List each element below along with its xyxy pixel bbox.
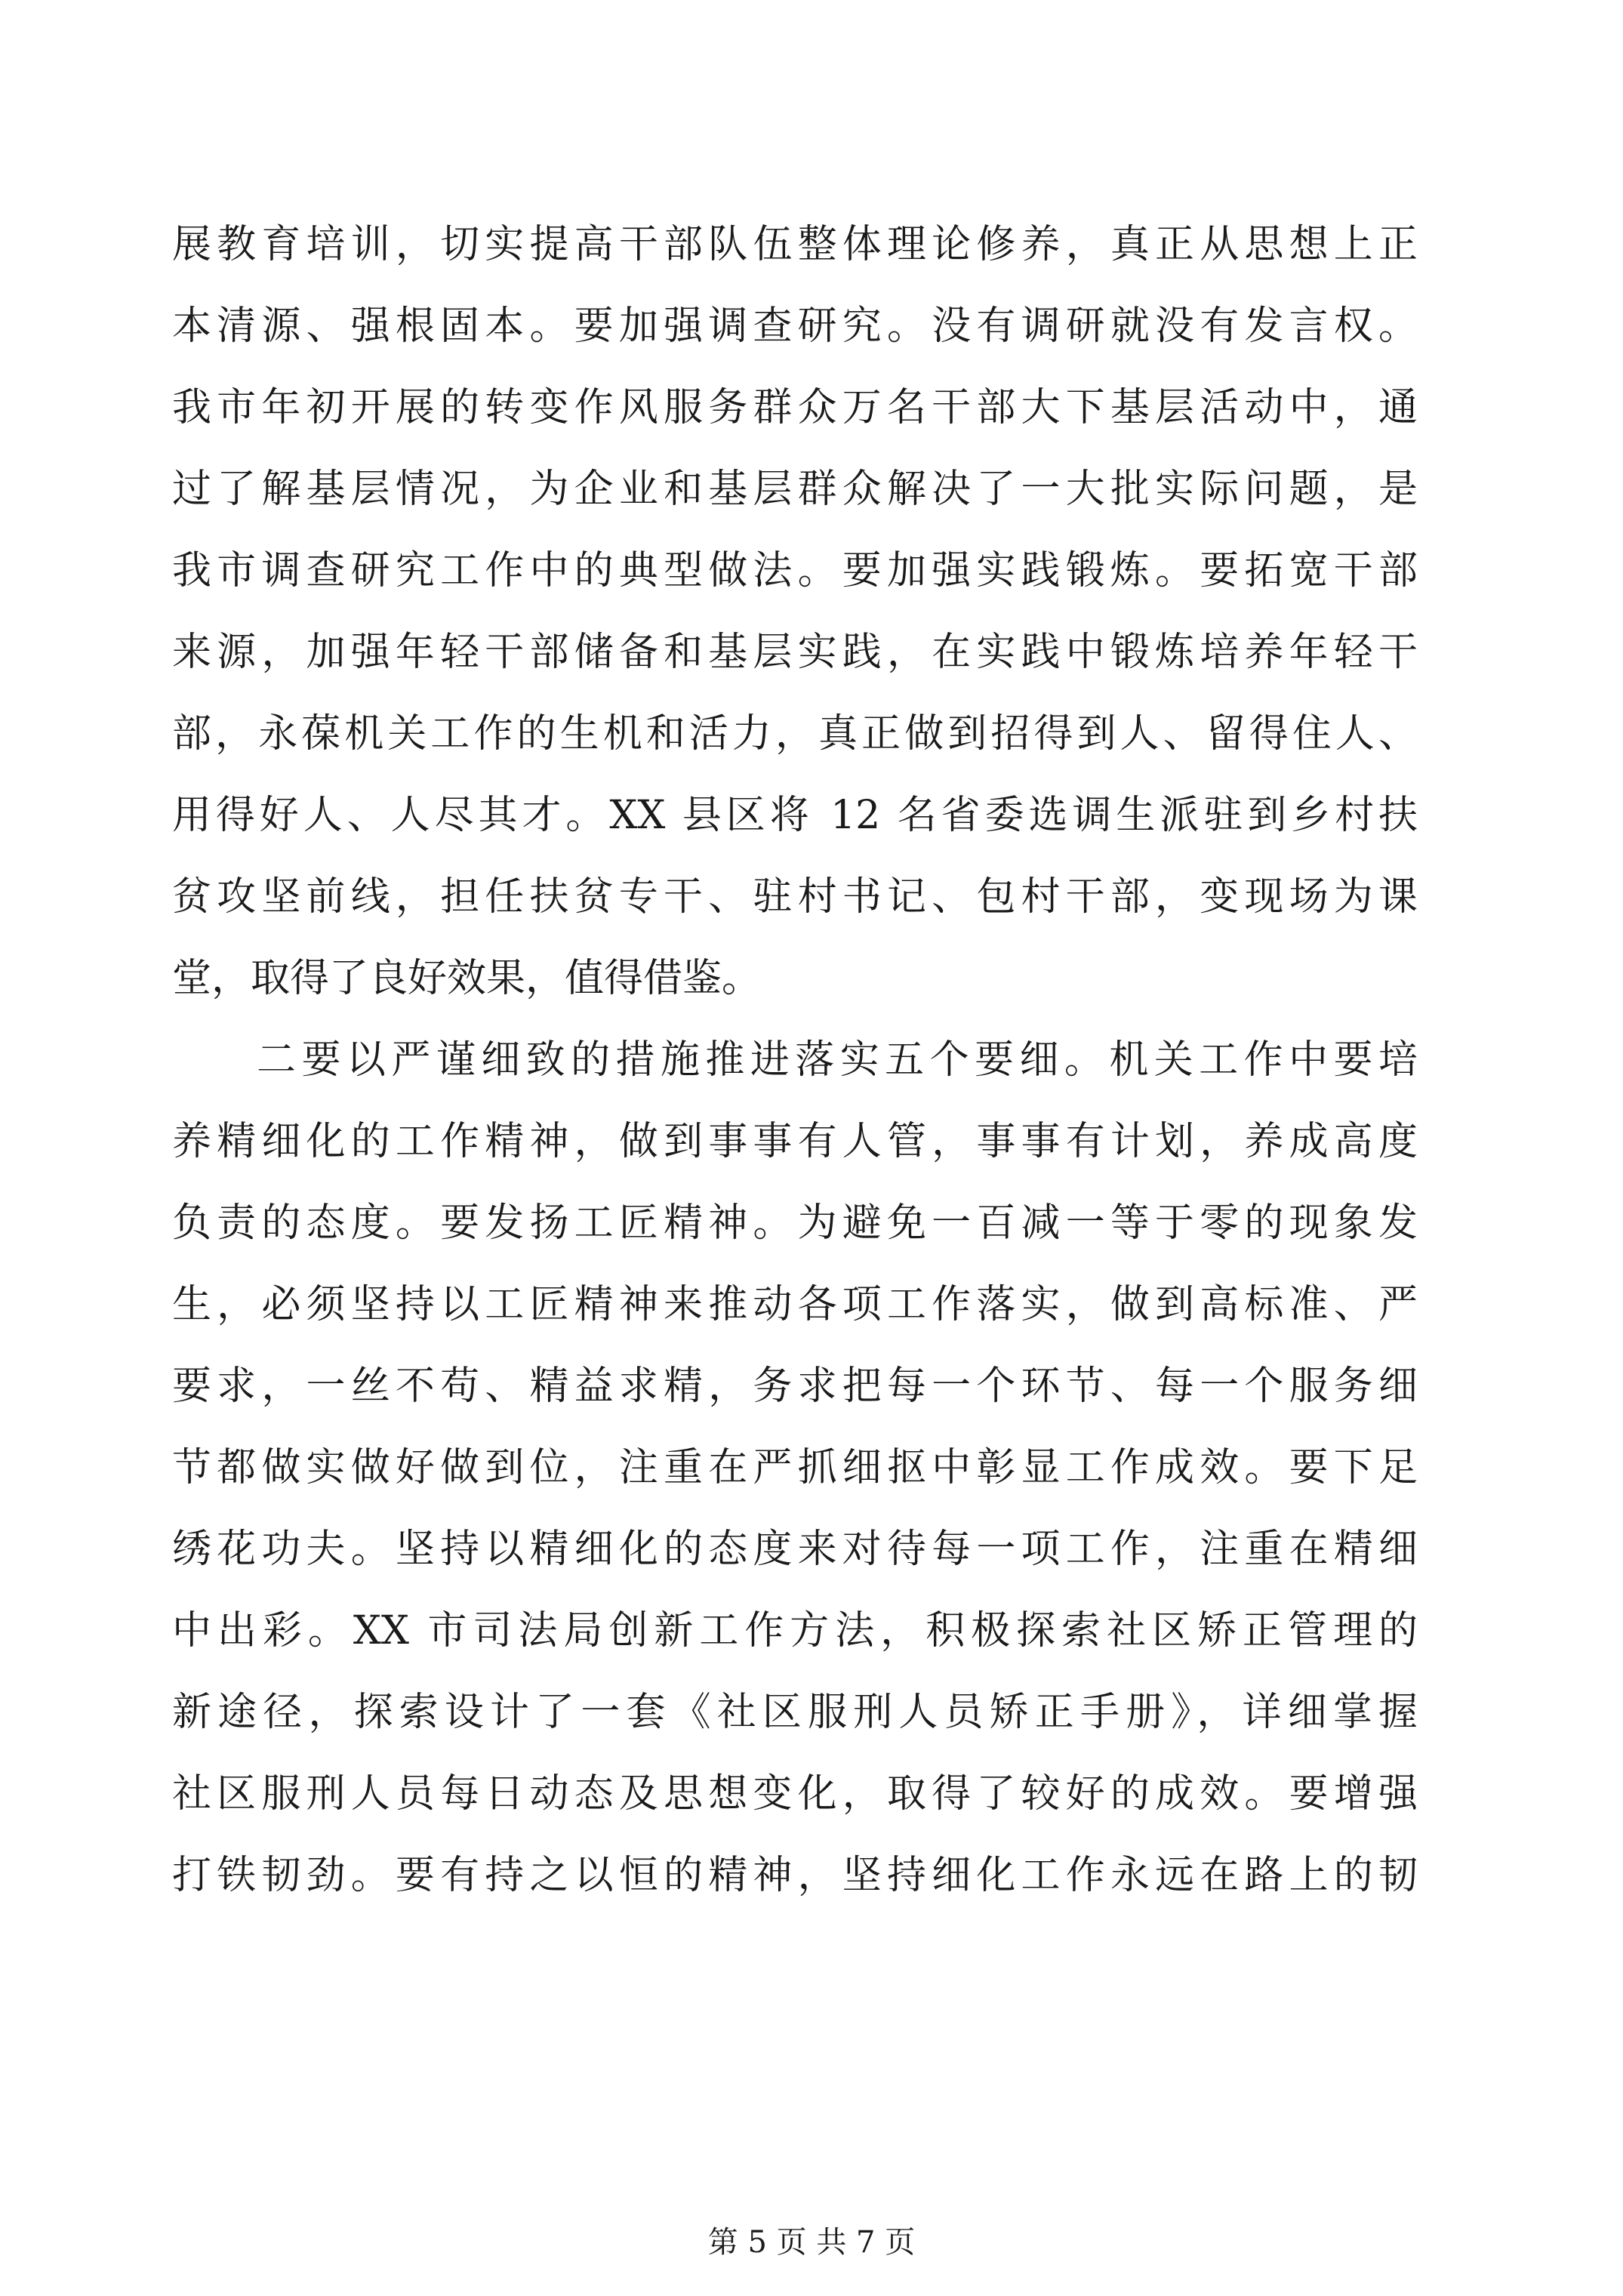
text-line: 部，永葆机关工作的生机和活力，真正做到招得到人、留得住人、 (172, 711, 1418, 757)
text-line: 我市年初开展的转变作风服务群众万名干部大下基层活动中，通 (172, 385, 1418, 430)
text-line: 养精细化的工作精神，做到事事有人管，事事有计划，养成高度 (172, 1119, 1418, 1164)
paragraph-start-line: 二要以严谨细致的措施推进落实五个要细。机关工作中要培 (257, 1037, 1418, 1083)
text-line: 节都做实做好做到位，注重在严抓细抠中彰显工作成效。要下足 (172, 1445, 1418, 1490)
text-line: 社区服刑人员每日动态及思想变化，取得了较好的成效。要增强 (172, 1771, 1418, 1817)
text-line: 堂，取得了良好效果，值得借鉴。 (172, 956, 762, 1001)
text-line: 打铁韧劲。要有持之以恒的精神，坚持细化工作永远在路上的韧 (172, 1853, 1418, 1898)
text-line: 贫攻坚前线，担任扶贫专干、驻村书记、包村干部，变现场为课 (172, 874, 1418, 920)
text-line: 我市调查研究工作中的典型做法。要加强实践锻炼。要拓宽干部 (172, 548, 1418, 593)
text-line: 中出彩。XX 市司法局创新工作方法，积极探索社区矫正管理的 (172, 1608, 1418, 1653)
text-line: 新途径，探索设计了一套《社区服刑人员矫正手册》，详细掌握 (172, 1690, 1418, 1735)
body-text (172, 204, 1418, 1916)
text-line: 本清源、强根固本。要加强调查研究。没有调研就没有发言权。 (172, 304, 1418, 349)
text-line: 要求，一丝不苟、精益求精，务求把每一个环节、每一个服务细 (172, 1364, 1418, 1409)
text-line: 用得好人、人尽其才。XX 县区将 12 名省委选调生派驻到乡村扶 (172, 793, 1418, 838)
text-line: 展教育培训，切实提高干部队伍整体理论修养，真正从思想上正 (172, 222, 1418, 267)
text-line: 绣花功夫。坚持以精细化的态度来对待每一项工作，注重在精细 (172, 1527, 1418, 1572)
page-footer (0, 2220, 1623, 2265)
text-line: 来源，加强年轻干部储备和基层实践，在实践中锻炼培养年轻干 (172, 630, 1418, 675)
page-number-label: 第 5 页 共 7 页 (707, 2225, 916, 2260)
text-line: 生，必须坚持以工匠精神来推动各项工作落实，做到高标准、严 (172, 1282, 1418, 1327)
text-line: 负责的态度。要发扬工匠精神。为避免一百减一等于零的现象发 (172, 1200, 1418, 1246)
text-line: 过了解基层情况，为企业和基层群众解决了一大批实际问题，是 (172, 467, 1418, 512)
